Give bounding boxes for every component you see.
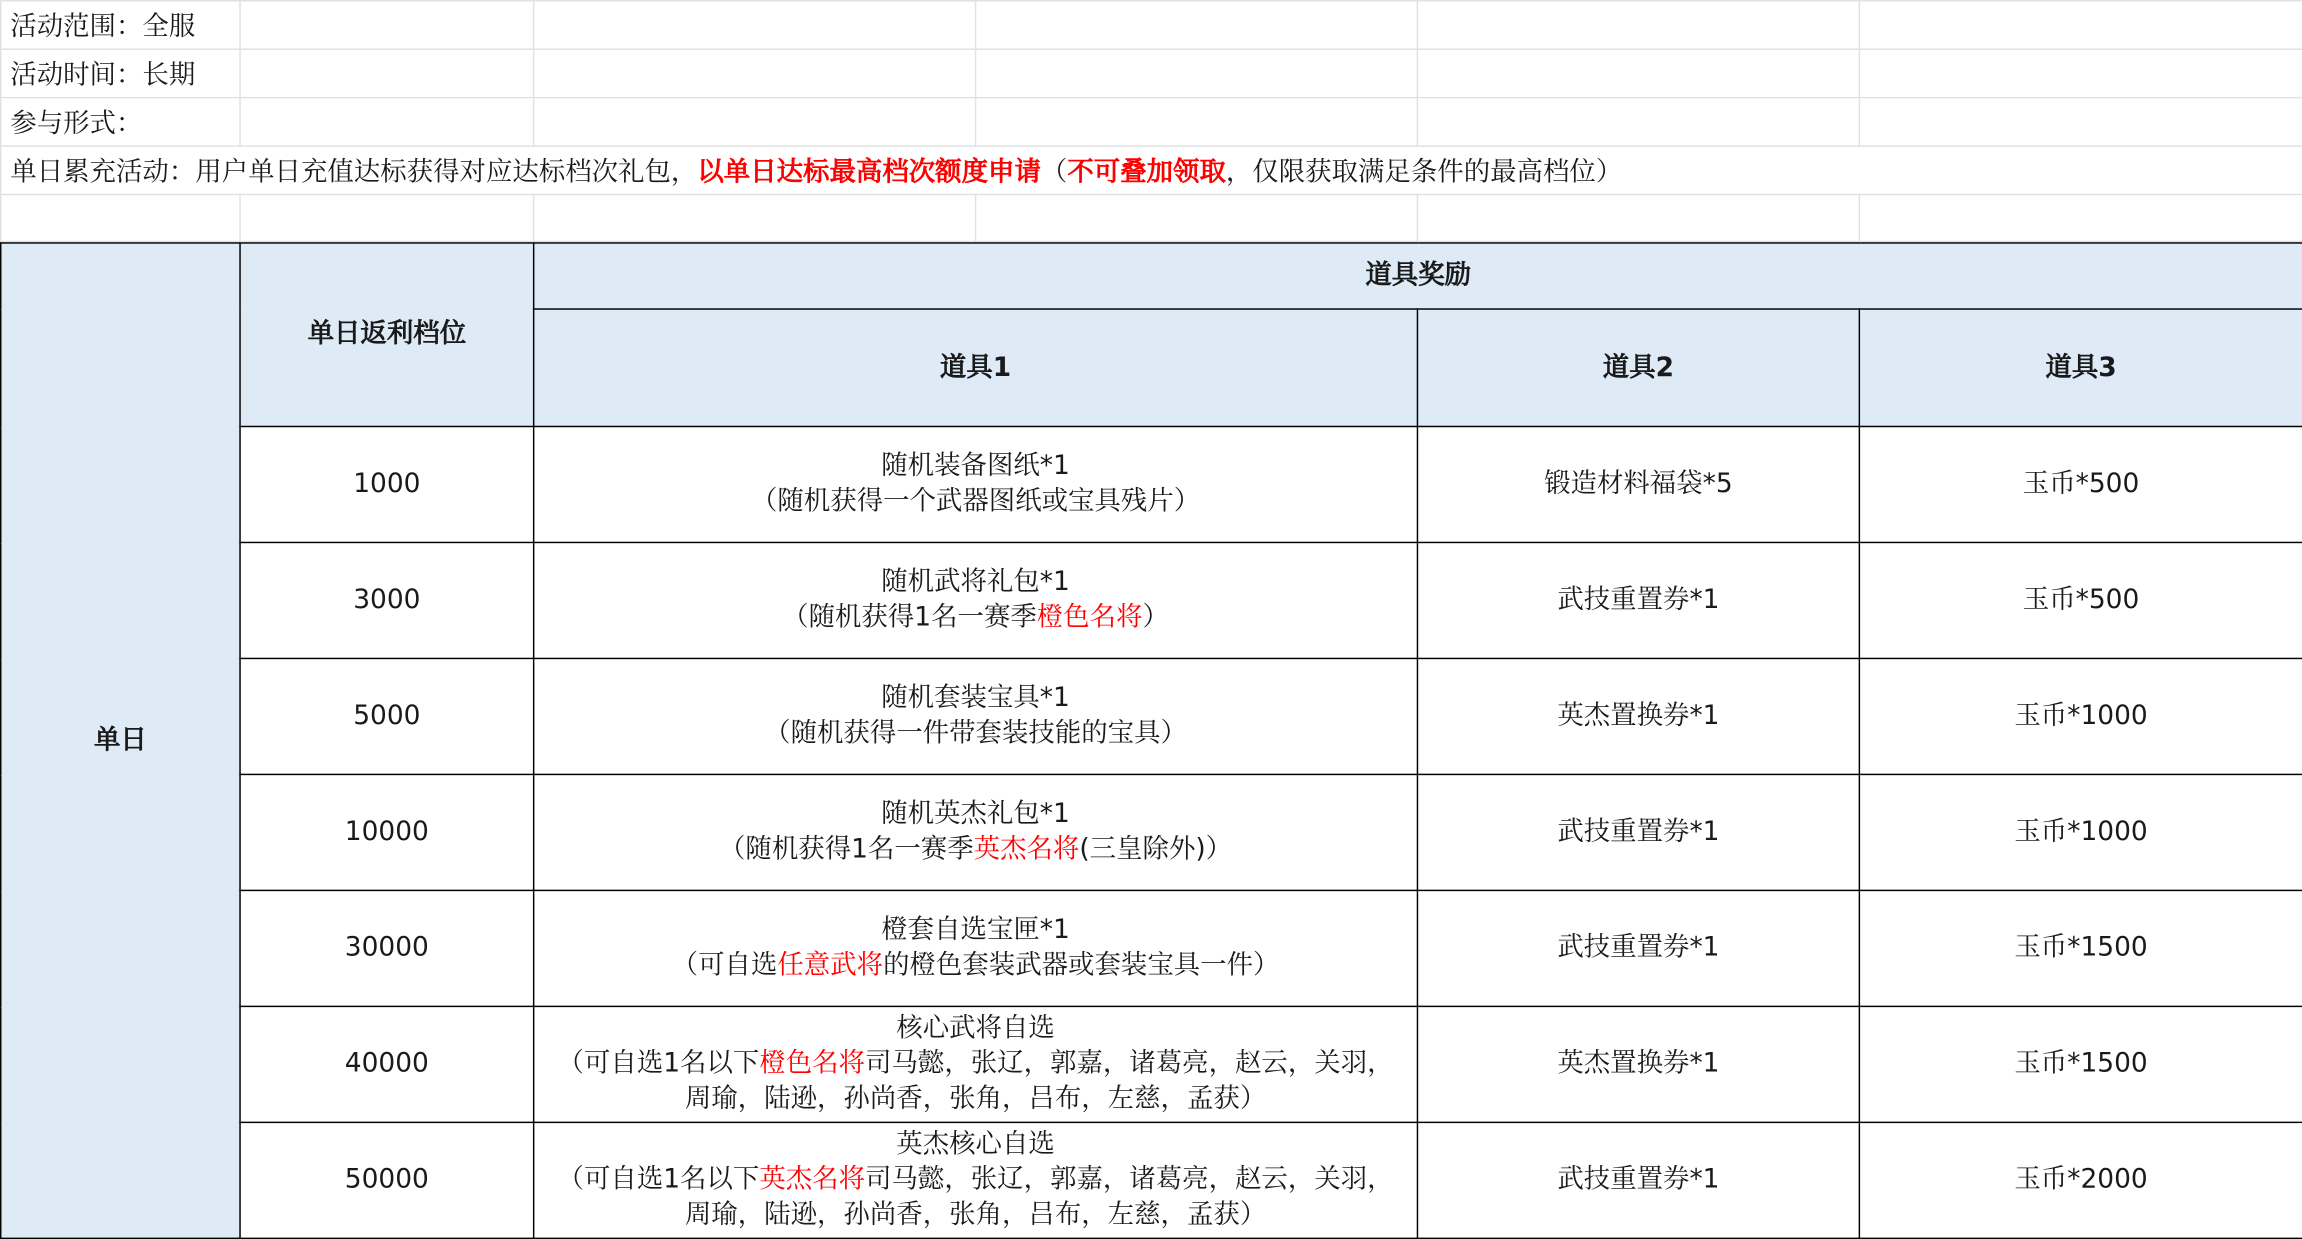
empty-cell[interactable] — [534, 49, 976, 97]
item3-cell[interactable] — [1859, 890, 2302, 1006]
info-time-text: 活动时间：长期 — [10, 60, 196, 92]
reward-table — [0, 242, 2302, 1239]
desc-suffix: ，仅限获取满足条件的最高档位） — [1225, 157, 1623, 188]
empty-cell[interactable] — [1859, 49, 2302, 97]
note-red: 任意武将 — [777, 949, 884, 981]
item1-note — [534, 600, 1416, 635]
item3-cell[interactable] — [1859, 774, 2302, 890]
empty-cell[interactable] — [240, 49, 534, 97]
item1-note — [534, 832, 1416, 867]
empty-cell[interactable] — [1859, 1, 2302, 49]
empty-cell[interactable] — [976, 195, 1418, 242]
tier-value: 3000 — [353, 584, 421, 616]
desc-no-stack: 不可叠加领取 — [1067, 157, 1226, 188]
item2-value: 武技重置券*1 — [1557, 584, 1720, 616]
item3-cell[interactable] — [1859, 1006, 2302, 1122]
tier-cell[interactable] — [240, 1122, 534, 1238]
item2-value: 武技重置券*1 — [1557, 932, 1720, 964]
tier-cell[interactable] — [240, 426, 534, 542]
reward-header-text: 道具奖励 — [1365, 259, 1472, 291]
note-after: 司马懿，张辽，郭嘉，诸葛亮，赵云，关羽， — [865, 1164, 1394, 1196]
empty-cell[interactable] — [1417, 49, 1859, 97]
item1-cell[interactable] — [534, 658, 1418, 774]
item3-cell[interactable] — [1859, 1122, 2302, 1238]
tier-cell[interactable] — [240, 542, 534, 658]
item3-value: 玉币*1000 — [2014, 816, 2148, 848]
empty-cell[interactable] — [976, 1, 1418, 49]
note-after: (三皇除外)） — [1079, 833, 1233, 865]
empty-cell[interactable] — [240, 195, 534, 242]
note-after: 司马懿，张辽，郭嘉，诸葛亮，赵云，关羽， — [865, 1048, 1394, 1080]
info-time[interactable] — [1, 49, 240, 97]
item1-cell[interactable] — [534, 1122, 1418, 1238]
item3-header-text: 道具3 — [2045, 351, 2117, 383]
empty-cell[interactable] — [534, 195, 976, 242]
tier-value: 5000 — [353, 700, 421, 732]
item2-header[interactable] — [1417, 309, 1859, 426]
item1-header[interactable] — [534, 309, 1418, 426]
empty-cell[interactable] — [1417, 1, 1859, 49]
empty-cell[interactable] — [240, 1, 534, 49]
item3-cell[interactable] — [1859, 658, 2302, 774]
desc-emphasis: 以单日达标最高档次额度申请 — [697, 157, 1041, 188]
note-before: （可自选 — [671, 949, 778, 981]
item1-header-text: 道具1 — [939, 351, 1012, 383]
item1-note — [534, 716, 1416, 751]
item2-header-text: 道具2 — [1602, 351, 1675, 383]
empty-cell[interactable] — [534, 98, 976, 146]
item1-note — [534, 484, 1416, 519]
table-row — [1, 1122, 2302, 1238]
note-after: 的橙色套装武器或套装宝具一件） — [883, 949, 1280, 981]
item2-cell[interactable] — [1417, 426, 1859, 542]
table-row — [1, 774, 2302, 890]
tier-value: 50000 — [344, 1164, 429, 1196]
item2-cell[interactable] — [1417, 1122, 1859, 1238]
item2-cell[interactable] — [1417, 1006, 1859, 1122]
tier-value: 40000 — [344, 1048, 429, 1080]
tier-header-text: 单日返利档位 — [307, 318, 467, 350]
empty-cell[interactable] — [976, 98, 1418, 146]
tier-value: 10000 — [344, 816, 429, 848]
item1-title: 英杰核心自选 — [896, 1128, 1055, 1160]
item1-cell[interactable] — [534, 542, 1418, 658]
info-scope-text: 活动范围：全服 — [10, 11, 196, 43]
row-group-label-text: 单日 — [93, 724, 147, 756]
item2-cell[interactable] — [1417, 542, 1859, 658]
note-before: （随机获得一个武器图纸或宝具残片） — [750, 485, 1201, 517]
item1-note-line2: 周瑜，陆逊，孙尚香，张角，吕布，左慈，孟获） — [684, 1083, 1267, 1115]
info-grid — [0, 0, 2302, 242]
empty-cell[interactable] — [240, 98, 534, 146]
tier-cell[interactable] — [240, 774, 534, 890]
desc-prefix: 单日累充活动：用户单日充值达标获得对应达标档次礼包， — [10, 157, 698, 188]
item1-cell[interactable] — [534, 890, 1418, 1006]
item2-cell[interactable] — [1417, 774, 1859, 890]
item3-value: 玉币*1500 — [2014, 932, 2148, 964]
table-row — [1, 542, 2302, 658]
item3-cell[interactable] — [1859, 542, 2302, 658]
table-row — [1, 658, 2302, 774]
item1-title: 随机武将礼包*1 — [881, 566, 1070, 598]
table-row — [1, 1006, 2302, 1122]
note-red: 橙色名将 — [1036, 601, 1143, 633]
item2-value: 武技重置券*1 — [1557, 1164, 1720, 1196]
info-form[interactable] — [1, 98, 240, 146]
item3-header[interactable] — [1859, 309, 2302, 426]
tier-cell[interactable] — [240, 1006, 534, 1122]
tier-value: 30000 — [344, 932, 429, 964]
item1-title: 随机装备图纸*1 — [881, 450, 1070, 482]
item3-cell[interactable] — [1859, 426, 2302, 542]
desc-paren-open: （ — [1040, 157, 1068, 188]
note-before: （随机获得1名一赛季 — [719, 833, 974, 865]
empty-cell[interactable] — [534, 1, 976, 49]
info-scope[interactable] — [1, 1, 240, 49]
empty-cell[interactable] — [1, 195, 240, 242]
item1-title: 橙套自选宝匣*1 — [881, 914, 1070, 946]
info-form-text: 参与形式： — [10, 108, 143, 140]
note-red: 英杰名将 — [973, 833, 1080, 865]
tier-header[interactable] — [240, 243, 534, 427]
empty-cell[interactable] — [1417, 98, 1859, 146]
item2-value: 英杰置换券*1 — [1557, 700, 1720, 732]
reward-header[interactable] — [534, 243, 2302, 309]
item1-note-line2: 周瑜，陆逊，孙尚香，张角，吕布，左慈，孟获） — [684, 1199, 1267, 1231]
item2-cell[interactable] — [1417, 890, 1859, 1006]
note-before: （随机获得1名一赛季 — [782, 601, 1037, 633]
item1-cell[interactable] — [534, 1006, 1418, 1122]
item1-title: 随机英杰礼包*1 — [881, 798, 1070, 830]
empty-cell[interactable] — [1859, 195, 2302, 242]
table-row — [1, 426, 2302, 542]
item2-cell[interactable] — [1417, 658, 1859, 774]
row-group-label[interactable] — [1, 243, 240, 1238]
empty-cell[interactable] — [1417, 195, 1859, 242]
tier-cell[interactable] — [240, 658, 534, 774]
item3-value: 玉币*2000 — [2014, 1164, 2148, 1196]
item3-value: 玉币*1000 — [2014, 700, 2148, 732]
item3-value: 玉币*500 — [2022, 468, 2140, 500]
empty-cell[interactable] — [1859, 98, 2302, 146]
note-before: （可自选1名以下 — [557, 1048, 760, 1080]
empty-cell[interactable] — [976, 49, 1418, 97]
note-before: （可自选1名以下 — [557, 1164, 760, 1196]
note-red: 橙色名将 — [759, 1048, 866, 1080]
note-after: ） — [1142, 601, 1169, 633]
item1-title: 核心武将自选 — [896, 1012, 1055, 1044]
item2-value: 锻造材料福袋*5 — [1544, 468, 1733, 500]
item1-cell[interactable] — [534, 426, 1418, 542]
tier-value: 1000 — [353, 468, 421, 500]
item1-note — [534, 1163, 1416, 1198]
note-red: 英杰名将 — [759, 1164, 866, 1196]
item2-value: 武技重置券*1 — [1557, 816, 1720, 848]
note-before: （随机获得一件带套装技能的宝具） — [764, 717, 1187, 749]
item3-value: 玉币*500 — [2022, 584, 2140, 616]
item1-note — [534, 948, 1416, 983]
item3-value: 玉币*1500 — [2014, 1048, 2148, 1080]
item2-value: 英杰置换券*1 — [1557, 1048, 1720, 1080]
item1-title: 随机套装宝具*1 — [881, 682, 1070, 714]
table-row — [1, 890, 2302, 1006]
item1-note — [534, 1047, 1416, 1082]
info-description[interactable] — [1, 146, 2302, 194]
tier-cell[interactable] — [240, 890, 534, 1006]
item1-cell[interactable] — [534, 774, 1418, 890]
